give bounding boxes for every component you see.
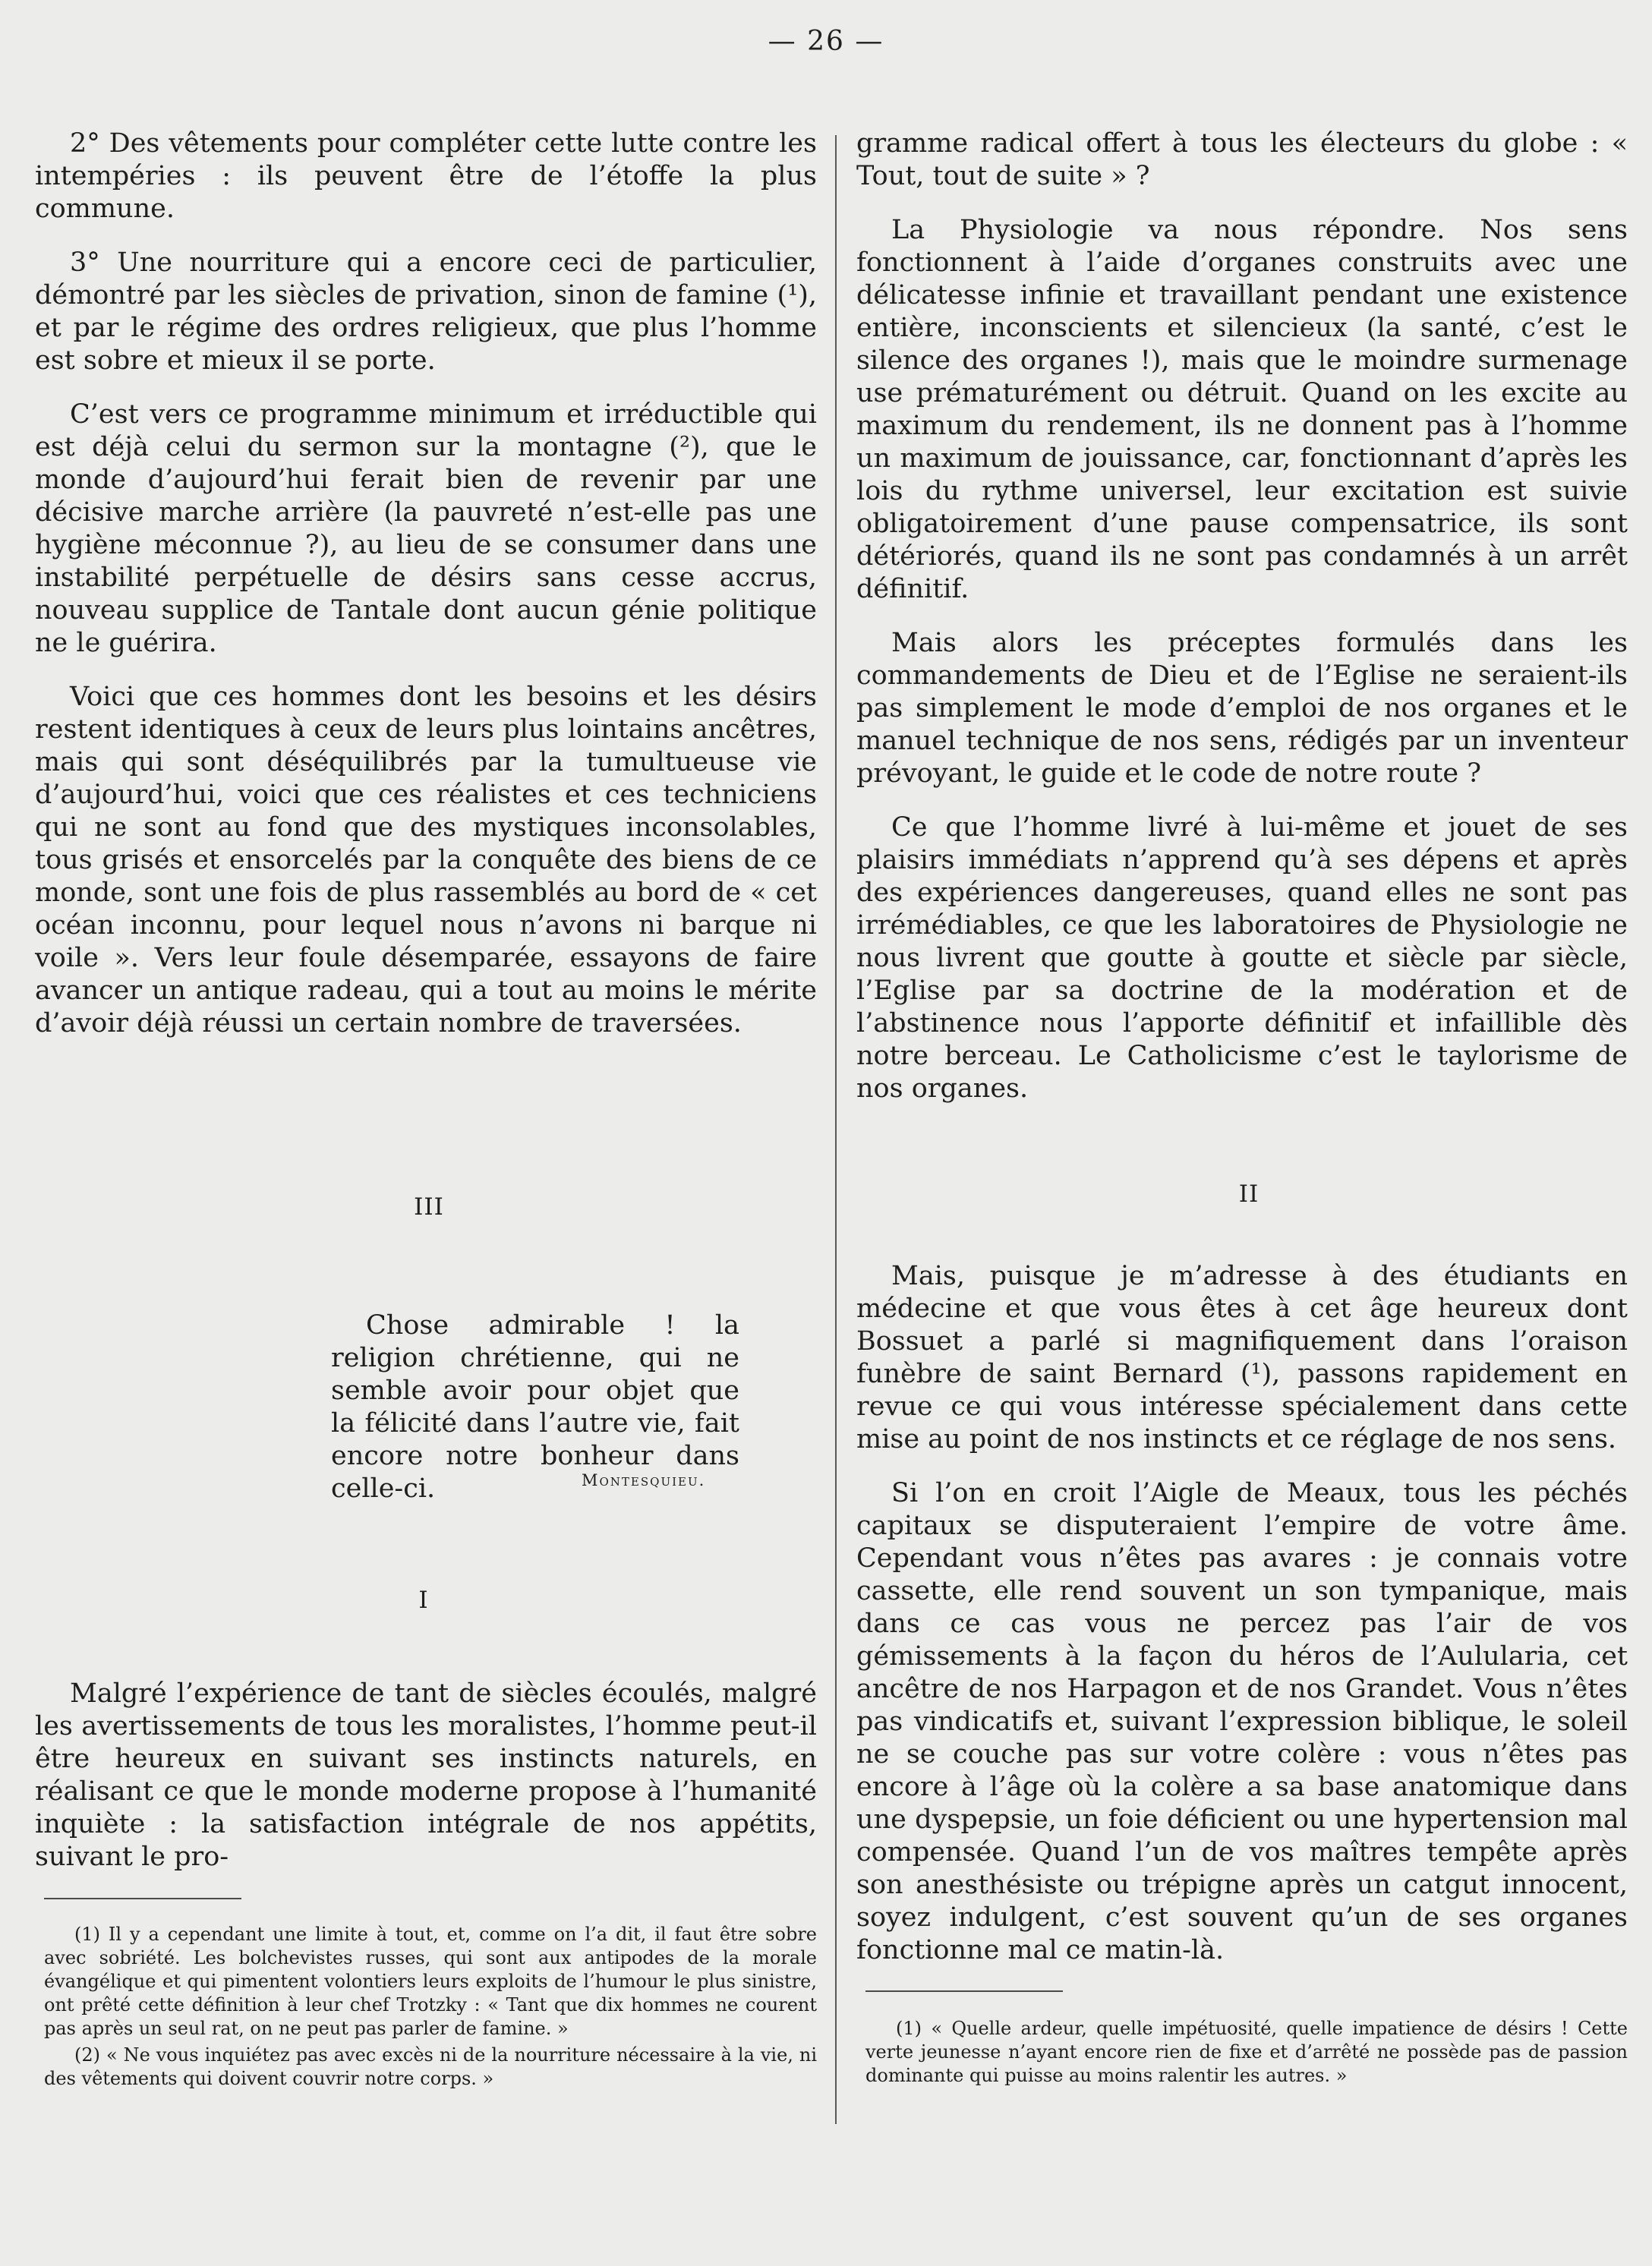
- left-paragraph-4: Voici que ces hommes dont les besoins et les désirs restent identiques à ceux de leurs plus lointains ancêtres, mais qui sont déséquilibrés par la tumultueuse vie d’aujourd’hui, voici que ces réalistes et ces techniciens qui ne sont au fond que des mystiques inconsolables, tous grisés et ensorcelés par la conquête des biens de ce monde, sont une fois de plus rassemblés au bord de « cet océan inconnu, pour lequel nous n’avons ni barque ni voile ». Vers leur foule désemparée, essayons de faire avancer un antique radeau, qui a tout au moins le mérite d’avoir déjà réussi un certain nombre de traversées.: [35, 682, 817, 1038]
- left-column-bottom: [35, 1678, 817, 1874]
- footnote-2-left: (2) « Ne vous inquiétez pas avec excès ni de la nourriture nécessaire à la vie, ni des vêtements qui doivent couvrir notre corps. »: [44, 2044, 817, 2089]
- left-paragraph-1: 2° Des vêtements pour compléter cette lutte contre les intempéries : ils peuvent être de l’étoffe la plus commune.: [35, 128, 817, 224]
- footnote-1-right: (1) « Quelle ardeur, quelle impétuosité, quelle impatience de désirs ! Cette verte jeunesse n’ayant encore rien de fixe et d’arrêté ne possède pas de passion dominante qui puisse au moins ralentir les autres. »: [865, 2018, 1628, 2086]
- right-column: [856, 128, 1628, 1105]
- right-paragraph-1: gramme radical offert à tous les électeurs du globe : « Tout, tout de suite » ?: [856, 128, 1628, 191]
- left-paragraph-bottom: Malgré l’expérience de tant de siècles écoulés, malgré les avertissements de tous les moralistes, l’homme peut-il être heureux en suivant ses instincts naturels, en réalisant ce que le monde moderne propose à l’humanité inquiète : la satisfaction intégrale de nos appétits, suivant le pro-: [35, 1678, 817, 1872]
- section-heading-iii: III: [414, 1193, 444, 1221]
- page-number: — 26 —: [768, 26, 884, 57]
- right-column-bottom: [856, 1260, 1628, 1967]
- section-heading-ii: II: [1238, 1180, 1259, 1208]
- right-paragraph-3: Mais alors les préceptes formulés dans les commandements de Dieu et de l’Eglise ne seraient-ils pas simplement le mode d’emploi de nos organes et le manuel technique de nos sens, rédigés par un inventeur prévoyant, le guide et le code de notre route ?: [856, 628, 1628, 789]
- column-divider: [835, 135, 837, 2124]
- right-paragraph-4: Ce que l’homme livré à lui-même et jouet de ses plaisirs immédiats n’apprend qu’à ses dépens et après des expériences dangereuses, quand elles ne sont pas irrémédiables, ce que les laboratoires de Physiologie ne nous livrent que goutte à goutte et siècle par siècle, l’Eglise par sa doctrine de la modération et de l’abstinence nous l’apporte définitif et infaillible dès notre berceau. Le Catholicisme c’est le taylorisme de nos organes.: [856, 812, 1628, 1104]
- right-footnotes: [865, 2017, 1628, 2088]
- left-footnotes: [44, 1923, 817, 2091]
- epigraph-author: Montesquieu.: [582, 1471, 706, 1489]
- left-paragraph-2: 3° Une nourriture qui a encore ceci de particulier, démontré par les siècles de privation, sinon de famine (¹), et par le régime des ordres religieux, que plus l’homme est sobre et mieux il se porte.: [35, 247, 817, 376]
- left-column: [35, 128, 817, 1040]
- footnote-rule-right: [865, 1990, 1063, 1992]
- footnote-rule-left: [44, 1898, 241, 1899]
- right-paragraph-5: Mais, puisque je m’adresse à des étudiants en médecine et que vous êtes à cet âge heureux dont Bossuet a parlé si magnifiquement dans l’oraison funèbre de saint Bernard (¹), passons rapidement en revue ce qui vous intéresse spécialement dans cette mise au point de nos instincts et ce réglage de nos sens.: [856, 1261, 1628, 1454]
- left-paragraph-3: C’est vers ce programme minimum et irréductible qui est déjà celui du sermon sur la montagne (²), que le monde d’aujourd’hui ferait bien de revenir par une décisive marche arrière (la pauvreté n’est-elle pas une hygiène méconnue ?), au lieu de se consumer dans une instabilité perpétuelle de désirs sans cesse accrus, nouveau supplice de Tantale dont aucun génie politique ne le guérira.: [35, 399, 817, 658]
- section-heading-i: I: [418, 1587, 429, 1614]
- right-paragraph-2: La Physiologie va nous répondre. Nos sens fonctionnent à l’aide d’organes construits avec une délicatesse infinie et travaillant pendant une existence entière, inconscients et silencieux (la santé, c’est le silence des organes !), mais que le moindre surmenage use prématurément ou détruit. Quand on les excite au maximum du rendement, ils ne donnent pas à l’homme un maximum de jouissance, car, fonctionnant d’après les lois du rythme universel, leur excitation est suivie obligatoirement d’une pause compensatrice, ils sont détériorés, quand ils ne sont pas condamnés à un arrêt définitif.: [856, 215, 1628, 604]
- footnote-1-left: (1) Il y a cependant une limite à tout, et, comme on l’a dit, il faut être sobre avec sobriété. Les bolchevistes russes, qui sont aux antipodes de la morale évangélique et qui pimentent volontiers leurs exploits de l’humour le plus sinistre, ont prêté cette définition à leur chef Trotzky : « Tant que dix hommes ne courent pas après un seul rat, on ne peut pas parler de famine. »: [44, 1924, 817, 2039]
- right-paragraph-6: Si l’on en croit l’Aigle de Meaux, tous les péchés capitaux se disputeraient l’empire de votre âme. Cependant vous n’êtes pas avares : je connais votre cassette, elle rend souvent un son tympanique, mais dans ce cas vous ne percez pas l’air de vos gémissements à la façon du héros de l’Aulularia, cet ancêtre de nos Harpagon et de nos Grandet. Vous n’êtes pas vindicatifs et, suivant l’expression biblique, le soleil ne se couche pas sur votre colère : vous n’êtes pas encore à l’âge où la colère a sa base anatomique dans une dyspepsie, un foie déficient ou une hypertension mal compensée. Quand l’un de vos maîtres tempête après son anesthésiste ou trépigne après un catgut innocent, soyez indulgent, c’est souvent qu’un de ses organes fonctionne mal ce matin-là.: [856, 1478, 1628, 1965]
- epigraph-text: Chose admirable ! la religion chrétienne, qui ne semble avoir pour objet que la félicité dans l’autre vie, fait encore notre bonheur dans celle-ci.: [331, 1310, 739, 1504]
